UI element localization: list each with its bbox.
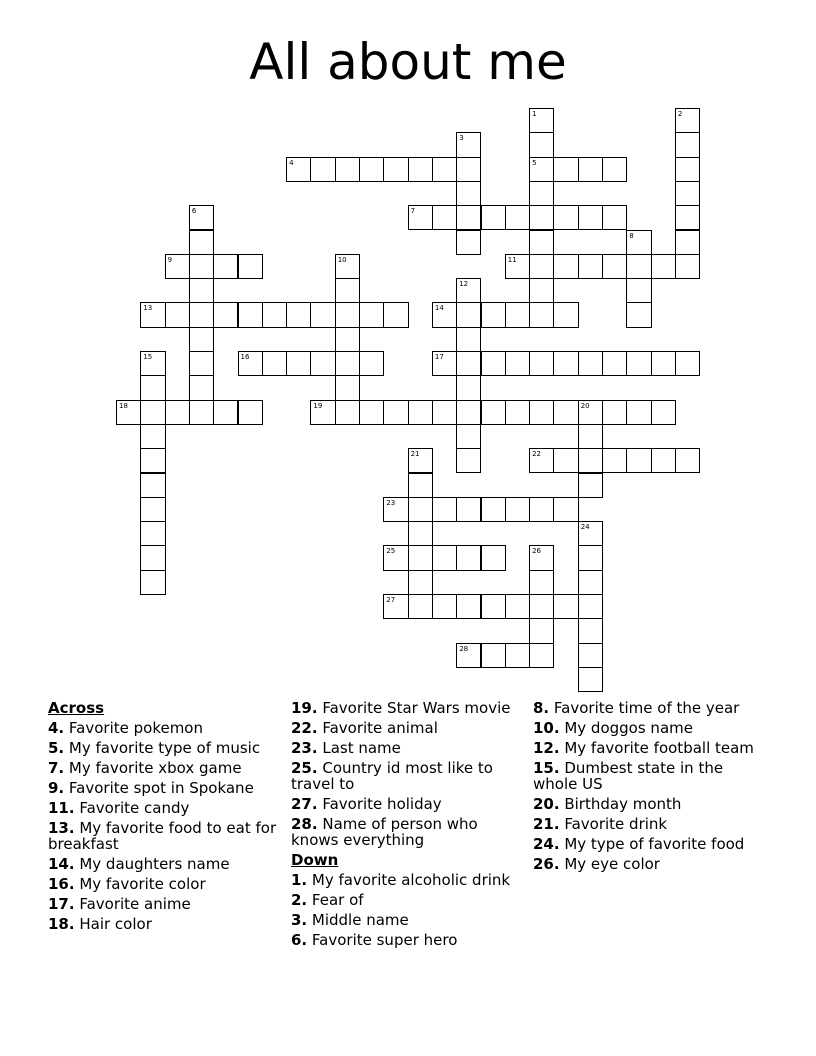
grid-cell[interactable] [408, 497, 433, 522]
grid-cell[interactable] [213, 302, 238, 327]
grid-number: 27 [386, 596, 396, 604]
grid-cell[interactable] [408, 570, 433, 595]
grid-cell[interactable] [602, 351, 627, 376]
clue-text: My favorite alcoholic drink [307, 871, 511, 889]
grid-cell[interactable] [140, 375, 165, 400]
grid-cell[interactable] [310, 302, 335, 327]
grid-cell[interactable] [456, 205, 481, 230]
clue-text: Fear of [307, 891, 364, 909]
clue-item [291, 760, 526, 792]
grid-cell[interactable] [675, 254, 700, 279]
grid-cell[interactable] [432, 400, 457, 425]
clue-number: 1. [291, 871, 308, 889]
grid-cell[interactable] [383, 400, 408, 425]
grid-cell[interactable] [578, 254, 603, 279]
grid-cell[interactable] [602, 254, 627, 279]
grid-cell[interactable] [165, 400, 190, 425]
clue-text: My favorite xbox game [64, 759, 242, 777]
grid-cell[interactable] [481, 302, 506, 327]
grid-cell[interactable] [529, 205, 554, 230]
grid-cell[interactable] [481, 205, 506, 230]
grid-cell[interactable] [189, 327, 214, 352]
grid-cell[interactable] [189, 302, 214, 327]
grid-cell[interactable] [432, 205, 457, 230]
grid-cell[interactable] [189, 375, 214, 400]
clue-item [48, 780, 283, 796]
grid-cell[interactable] [481, 594, 506, 619]
clue-number: 20. [533, 795, 560, 813]
grid-number: 23 [386, 498, 396, 507]
grid-cell[interactable] [626, 302, 651, 327]
grid-cell[interactable] [408, 400, 433, 425]
grid-cell[interactable] [602, 157, 627, 182]
grid-number: 21 [410, 450, 420, 459]
grid-cell[interactable] [675, 448, 700, 473]
clue-text: Last name [317, 739, 401, 757]
clue-text: Favorite super hero [307, 931, 458, 949]
clue-text: Favorite drink [559, 815, 668, 833]
grid-number: 15 [143, 353, 153, 361]
grid-cell[interactable] [529, 181, 554, 206]
grid-cell[interactable] [553, 157, 578, 182]
clue-text: Dumbest state in the whole US [533, 759, 724, 793]
clue-text: Birthday month [559, 795, 682, 813]
grid-cell[interactable] [408, 157, 433, 182]
grid-cell[interactable] [140, 473, 165, 498]
clue-item [291, 912, 526, 928]
across-heading: Across [48, 699, 105, 717]
grid-cell[interactable] [529, 400, 554, 425]
clue-item [533, 816, 768, 832]
grid-cell[interactable] [456, 327, 481, 352]
grid-cell[interactable] [626, 254, 651, 279]
grid-number: 3 [459, 134, 464, 143]
grid-cell[interactable] [189, 254, 214, 279]
grid-cell[interactable] [238, 254, 263, 279]
grid-cell[interactable] [140, 400, 165, 425]
grid-cell[interactable] [651, 351, 676, 376]
clue-text: Favorite spot in Spokane [64, 779, 254, 797]
grid-cell[interactable] [578, 448, 603, 473]
clue-item [533, 856, 768, 872]
clue-text: My favorite football team [559, 739, 754, 757]
grid-cell[interactable] [578, 594, 603, 619]
clue-item [533, 700, 768, 716]
grid-cell[interactable] [553, 448, 578, 473]
clue-text: My type of favorite food [559, 835, 745, 853]
grid-cell[interactable] [651, 254, 676, 279]
grid-cell[interactable] [408, 545, 433, 570]
clue-number: 11. [48, 799, 75, 817]
grid-cell[interactable] [432, 594, 457, 619]
grid-number: 6 [191, 207, 197, 216]
clue-number: 14. [48, 855, 75, 873]
clue-number: 4. [48, 719, 65, 737]
grid-cell[interactable] [456, 424, 481, 449]
grid-number: 17 [434, 353, 444, 361]
clue-number: 2. [291, 891, 308, 909]
clue-text: My favorite color [74, 875, 206, 893]
grid-cell[interactable] [553, 205, 578, 230]
grid-number: 7 [410, 207, 416, 216]
grid-cell[interactable] [335, 375, 360, 400]
grid-number: 20 [580, 401, 590, 410]
grid-cell[interactable] [140, 545, 165, 570]
clue-item [48, 856, 283, 872]
grid-cell[interactable] [189, 351, 214, 376]
clue-item [48, 916, 283, 932]
grid-cell[interactable] [140, 521, 165, 546]
grid-cell[interactable] [578, 618, 603, 643]
clue-number: 26. [533, 855, 560, 873]
clue-item [533, 740, 768, 756]
grid-cell[interactable] [481, 351, 506, 376]
grid-cell[interactable] [529, 278, 554, 303]
clue-number: 27. [291, 795, 318, 813]
grid-cell[interactable] [651, 400, 676, 425]
grid-cell[interactable] [626, 351, 651, 376]
grid-cell[interactable] [189, 278, 214, 303]
grid-cell[interactable] [189, 400, 214, 425]
grid-cell[interactable] [505, 643, 530, 668]
clue-number: 23. [291, 739, 318, 757]
clue-number: 18. [48, 915, 75, 933]
grid-cell[interactable] [456, 157, 481, 182]
grid-cell[interactable] [481, 545, 506, 570]
grid-cell[interactable] [578, 157, 603, 182]
clue-number: 28. [291, 815, 318, 833]
grid-cell[interactable] [140, 424, 165, 449]
grid-cell[interactable] [578, 643, 603, 668]
grid-number: 26 [532, 547, 542, 556]
grid-number: 25 [386, 547, 396, 556]
clue-text: Favorite Star Wars movie [317, 699, 511, 717]
grid-cell[interactable] [310, 351, 335, 376]
clue-number: 7. [48, 759, 65, 777]
grid-number: 11 [507, 255, 517, 264]
grid-cell[interactable] [578, 205, 603, 230]
grid-cell[interactable] [408, 594, 433, 619]
grid-cell[interactable] [505, 302, 530, 327]
clue-text: Name of person who knows everything [291, 815, 478, 849]
clue-item [48, 820, 283, 852]
grid-number: 2 [677, 110, 683, 118]
grid-number: 12 [459, 280, 469, 289]
grid-cell[interactable] [335, 157, 360, 182]
clue-number: 22. [291, 719, 318, 737]
clue-number: 10. [533, 719, 560, 737]
grid-cell[interactable] [529, 254, 554, 279]
grid-cell[interactable] [140, 570, 165, 595]
clue-text: Middle name [307, 911, 409, 929]
clue-item [48, 740, 283, 756]
clue-number: 17. [48, 895, 75, 913]
clue-item [48, 896, 283, 912]
grid-number: 4 [289, 158, 294, 167]
clue-column-1 [48, 700, 283, 936]
clue-number: 8. [533, 699, 550, 717]
grid-cell[interactable] [578, 473, 603, 498]
grid-cell[interactable] [383, 157, 408, 182]
clue-text: Favorite time of the year [549, 699, 740, 717]
grid-cell[interactable] [675, 132, 700, 157]
grid-cell[interactable] [481, 643, 506, 668]
grid-number: 10 [337, 255, 347, 264]
grid-cell[interactable] [553, 400, 578, 425]
clue-item [533, 760, 768, 792]
clue-item [291, 796, 526, 812]
clue-text: Favorite animal [317, 719, 438, 737]
grid-cell[interactable] [335, 278, 360, 303]
clue-number: 19. [291, 699, 318, 717]
grid-number: 16 [240, 353, 250, 361]
grid-cell[interactable] [432, 497, 457, 522]
grid-number: 13 [143, 304, 153, 313]
clue-text: My doggos name [559, 719, 693, 737]
grid-cell[interactable] [481, 400, 506, 425]
grid-cell[interactable] [286, 351, 311, 376]
grid-cell[interactable] [529, 570, 554, 595]
grid-cell[interactable] [189, 230, 214, 255]
grid-number: 28 [459, 644, 469, 653]
down-heading: Down [291, 851, 339, 869]
grid-cell[interactable] [456, 181, 481, 206]
clue-number: 3. [291, 911, 308, 929]
clue-item [291, 740, 526, 756]
clue-text: My favorite type of music [64, 739, 261, 757]
grid-cell[interactable] [456, 400, 481, 425]
clue-number: 12. [533, 739, 560, 757]
grid-cell[interactable] [456, 497, 481, 522]
grid-number: 8 [629, 231, 634, 240]
grid-cell[interactable] [578, 424, 603, 449]
clue-text: Hair color [74, 915, 152, 933]
clue-text: Favorite candy [74, 799, 190, 817]
grid-cell[interactable] [626, 400, 651, 425]
grid-cell[interactable] [529, 351, 554, 376]
grid-cell[interactable] [408, 473, 433, 498]
clue-column-3 [533, 700, 768, 876]
grid-cell[interactable] [602, 448, 627, 473]
grid-cell[interactable] [529, 618, 554, 643]
grid-cell[interactable] [335, 302, 360, 327]
clue-item [48, 720, 283, 736]
grid-cell[interactable] [456, 351, 481, 376]
clue-item [48, 876, 283, 892]
clue-item [291, 816, 526, 848]
grid-cell[interactable] [505, 594, 530, 619]
clue-number: 9. [48, 779, 65, 797]
grid-cell[interactable] [578, 667, 603, 692]
clue-item [533, 720, 768, 736]
grid-cell[interactable] [456, 545, 481, 570]
clue-item [291, 720, 526, 736]
clue-number: 5. [48, 739, 65, 757]
clue-item [48, 760, 283, 776]
grid-number: 19 [313, 401, 323, 410]
grid-cell[interactable] [408, 521, 433, 546]
clue-text: My eye color [559, 855, 660, 873]
grid-number: 9 [167, 255, 173, 264]
clue-text: Country id most like to travel to [291, 759, 493, 793]
grid-cell[interactable] [359, 351, 384, 376]
clue-item [533, 796, 768, 812]
clue-item [291, 872, 526, 888]
clue-number: 15. [533, 759, 560, 777]
clue-number: 21. [533, 815, 560, 833]
grid-cell[interactable] [310, 157, 335, 182]
grid-cell[interactable] [675, 181, 700, 206]
grid-cell[interactable] [529, 302, 554, 327]
clue-text: Favorite pokemon [64, 719, 203, 737]
grid-cell[interactable] [505, 497, 530, 522]
grid-cell[interactable] [651, 448, 676, 473]
grid-cell[interactable] [359, 302, 384, 327]
grid-cell[interactable] [432, 545, 457, 570]
grid-cell[interactable] [456, 302, 481, 327]
clue-item [291, 892, 526, 908]
clue-number: 6. [291, 931, 308, 949]
clue-item [533, 836, 768, 852]
clue-number: 25. [291, 759, 318, 777]
grid-cell[interactable] [335, 400, 360, 425]
grid-cell[interactable] [456, 375, 481, 400]
clue-text: My daughters name [74, 855, 230, 873]
grid-cell[interactable] [626, 278, 651, 303]
clue-number: 13. [48, 819, 75, 837]
grid-cell[interactable] [529, 497, 554, 522]
grid-cell[interactable] [553, 351, 578, 376]
clue-text: Favorite anime [74, 895, 191, 913]
grid-cell[interactable] [238, 400, 263, 425]
grid-cell[interactable] [481, 497, 506, 522]
grid-cell[interactable] [140, 497, 165, 522]
grid-cell[interactable] [286, 302, 311, 327]
grid-cell[interactable] [383, 302, 408, 327]
grid-cell[interactable] [262, 351, 287, 376]
grid-cell[interactable] [359, 157, 384, 182]
grid-cell[interactable] [553, 302, 578, 327]
grid-cell[interactable] [432, 157, 457, 182]
grid-cell[interactable] [456, 594, 481, 619]
grid-number: 1 [532, 110, 537, 118]
grid-cell[interactable] [529, 643, 554, 668]
clue-number: 16. [48, 875, 75, 893]
grid-number: 24 [580, 523, 590, 532]
grid-number: 5 [532, 158, 537, 167]
grid-cell[interactable] [505, 400, 530, 425]
clue-item [291, 932, 526, 948]
grid-cell[interactable] [553, 594, 578, 619]
grid-number: 14 [434, 304, 444, 313]
grid-cell[interactable] [335, 351, 360, 376]
grid-number: 22 [532, 450, 542, 459]
grid-cell[interactable] [213, 254, 238, 279]
grid-cell[interactable] [165, 302, 190, 327]
grid-cell[interactable] [602, 205, 627, 230]
grid-number: 18 [119, 401, 128, 410]
puzzle-title: All about me [249, 33, 567, 91]
clue-item [48, 800, 283, 816]
clue-item [291, 700, 526, 716]
clue-text: My favorite food to eat for breakfast [48, 819, 277, 853]
grid-cell[interactable] [335, 327, 360, 352]
grid-cell[interactable] [529, 594, 554, 619]
grid-cell[interactable] [675, 205, 700, 230]
grid-cell[interactable] [456, 230, 481, 255]
grid-cell[interactable] [553, 254, 578, 279]
grid-cell[interactable] [238, 302, 263, 327]
grid-cell[interactable] [675, 157, 700, 182]
grid-cell[interactable] [675, 351, 700, 376]
grid-cell[interactable] [359, 400, 384, 425]
grid-cell[interactable] [578, 570, 603, 595]
grid-cell[interactable] [626, 448, 651, 473]
grid-cell[interactable] [529, 230, 554, 255]
grid-cell[interactable] [553, 497, 578, 522]
clue-text: Favorite holiday [317, 795, 442, 813]
grid-cell[interactable] [213, 400, 238, 425]
grid-cell[interactable] [456, 448, 481, 473]
clue-number: 24. [533, 835, 560, 853]
grid-cell[interactable] [675, 230, 700, 255]
grid-cell[interactable] [505, 205, 530, 230]
grid-cell[interactable] [140, 448, 165, 473]
grid-cell[interactable] [262, 302, 287, 327]
grid-cell[interactable] [578, 351, 603, 376]
grid-cell[interactable] [529, 132, 554, 157]
grid-cell[interactable] [578, 545, 603, 570]
grid-cell[interactable] [602, 400, 627, 425]
grid-cell[interactable] [505, 351, 530, 376]
clue-column-2 [291, 700, 526, 952]
